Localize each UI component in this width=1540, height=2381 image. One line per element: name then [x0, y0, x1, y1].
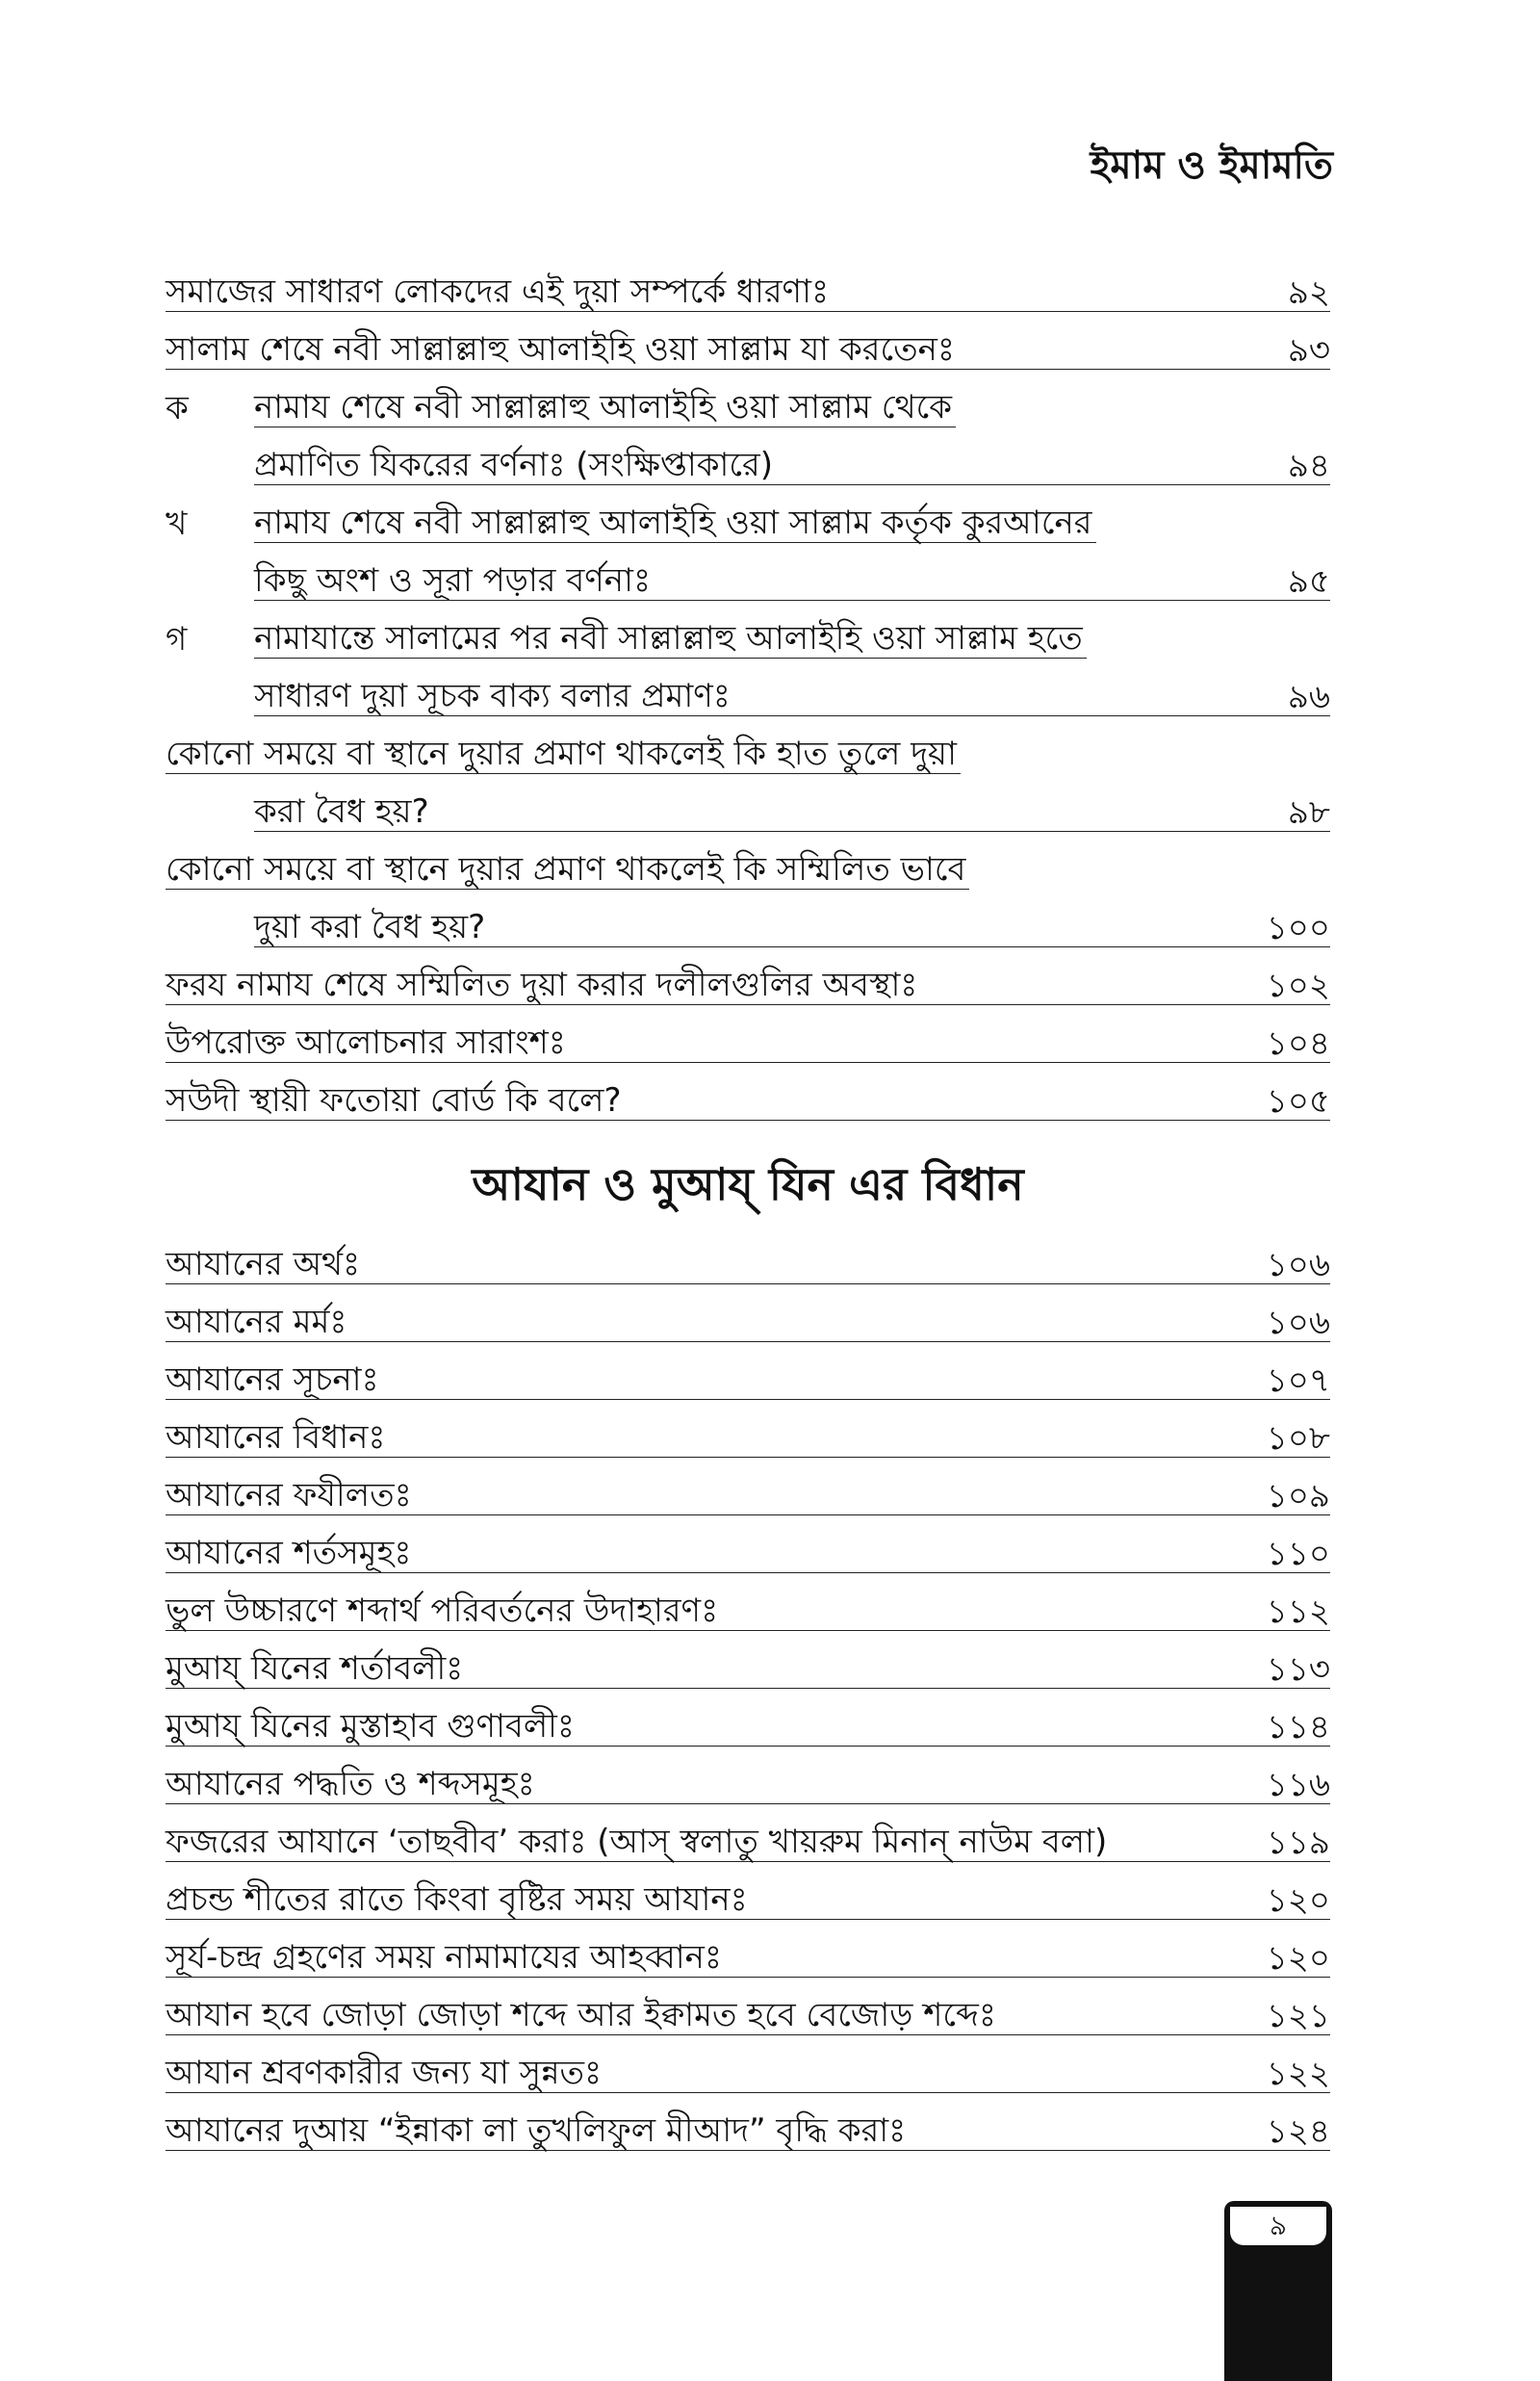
toc-entry-title-line1: কোনো সময়ে বা স্থানে দুয়ার প্রমাণ থাকলেই কি সম্মিলিত ভাবে	[166, 850, 969, 890]
toc-entry-page: ১০৪	[1266, 1024, 1330, 1063]
toc-entry-title: ফজরের আযানে ‘তাছবীব’ করাঃ (আস্ স্বলাতু খায়রুম মিনান্ নাউম বলা)	[166, 1823, 1330, 1862]
toc-entry-page: ১২০	[1266, 1881, 1330, 1920]
toc-entry[interactable]	[166, 2041, 1330, 2099]
toc-entry-page: ১০৭	[1266, 1361, 1330, 1400]
toc-entry[interactable]	[166, 260, 1330, 318]
toc-entry-title-line2: দুয়া করা বৈধ হয়?	[254, 908, 1330, 947]
toc-entry-title-line2: করা বৈধ হয়?	[254, 792, 1330, 832]
toc-entry-title-line1: কোনো সময়ে বা স্থানে দুয়ার প্রমাণ থাকলেই কি হাত তুলে দুয়া	[166, 735, 961, 774]
toc-entry-continuation[interactable]	[166, 895, 1330, 953]
toc-entry-page: ১০৬	[1266, 1304, 1330, 1342]
toc-entry-continuation[interactable]	[166, 549, 1330, 607]
toc-entry[interactable]	[166, 1579, 1330, 1637]
toc-entry[interactable]	[166, 1348, 1330, 1406]
toc-entry-page: ১২০	[1266, 1939, 1330, 1978]
toc-entry-title: আযানের মর্মঃ	[166, 1303, 1330, 1342]
table-of-contents	[166, 260, 1330, 2157]
toc-entry-title: ভুল উচ্চারণে শব্দার্থ পরিবর্তনের উদাহারণঃ	[166, 1592, 1330, 1631]
toc-entry-page: ৯৮	[1287, 793, 1330, 832]
running-title: ইমাম ও ইমামতি	[1090, 143, 1333, 188]
page-number: ৯	[1230, 2207, 1326, 2245]
toc-entry-title: আযানের শর্তসমূহঃ	[166, 1534, 1330, 1573]
toc-entry[interactable]	[166, 318, 1330, 375]
toc-entry-title-line1: নামায শেষে নবী সাল্লাল্লাহু আলাইহি ওয়া সাল্লাম কর্তৃক কুরআনের	[254, 504, 1096, 543]
toc-entry-page: ৯৬	[1287, 678, 1330, 716]
toc-entry-title: সূর্য-চন্দ্র গ্রহণের সময় নামামাযের আহব্বানঃ	[166, 1938, 1330, 1978]
toc-entry[interactable]	[166, 2099, 1330, 2157]
toc-entry-page: ১২৪	[1266, 2112, 1330, 2151]
toc-entry-title: সউদী স্থায়ী ফতোয়া বোর্ড কি বলে?	[166, 1081, 1330, 1121]
toc-entry-page: ১০০	[1266, 909, 1330, 947]
toc-entry[interactable]	[166, 838, 1330, 895]
toc-entry-page: ৯৩	[1287, 331, 1330, 370]
toc-entry-title: সমাজের সাধারণ লোকদের এই দুয়া সম্পর্কে ধারণাঃ	[166, 272, 1330, 312]
toc-entry-page: ১১৪	[1266, 1708, 1330, 1747]
toc-entry[interactable]	[166, 607, 1330, 664]
toc-entry-continuation[interactable]	[166, 780, 1330, 838]
toc-entry-page: ১১৬	[1266, 1766, 1330, 1804]
toc-entry-title: মুআয্ যিনের মুস্তাহাব গুণাবলীঃ	[166, 1707, 1330, 1747]
toc-entry-title: আযানের বিধানঃ	[166, 1418, 1330, 1458]
toc-entry-page: ১১২	[1266, 1592, 1330, 1631]
toc-entry-title-line2: কিছু অংশ ও সূরা পড়ার বর্ণনাঃ	[254, 561, 1330, 601]
toc-entry[interactable]	[166, 1983, 1330, 2041]
toc-entry[interactable]	[166, 375, 1330, 433]
toc-entry-continuation[interactable]	[166, 664, 1330, 722]
toc-entry-title: আযানের সূচনাঃ	[166, 1360, 1330, 1400]
toc-entry-page: ১০২	[1266, 967, 1330, 1005]
toc-entry[interactable]	[166, 1406, 1330, 1463]
toc-entry-title: আযানের পদ্ধতি ও শব্দসমূহঃ	[166, 1765, 1330, 1804]
toc-entry-page: ১০৫	[1266, 1082, 1330, 1121]
toc-entry-title: আযানের ফযীলতঃ	[166, 1476, 1330, 1515]
toc-entry-page: ১১৩	[1266, 1650, 1330, 1689]
toc-entry-title: আযান শ্রবণকারীর জন্য যা সুন্নতঃ	[166, 2054, 1330, 2093]
toc-entry[interactable]	[166, 1521, 1330, 1579]
toc-entry[interactable]	[166, 1463, 1330, 1521]
toc-entry-marker: ক	[166, 389, 189, 427]
toc-entry-marker: খ	[166, 505, 188, 543]
toc-entry[interactable]	[166, 1926, 1330, 1983]
toc-entry[interactable]	[166, 1069, 1330, 1126]
toc-entry[interactable]	[166, 1011, 1330, 1069]
toc-entry[interactable]	[166, 1637, 1330, 1695]
toc-entry-title: আযানের অর্থঃ	[166, 1245, 1330, 1284]
toc-entry-title: উপরোক্ত আলোচনার সারাংশঃ	[166, 1023, 1330, 1063]
toc-entry-page: ১২১	[1266, 1997, 1330, 2035]
toc-entry[interactable]	[166, 491, 1330, 549]
toc-entry-title: ফরয নামায শেষে সম্মিলিত দুয়া করার দলীলগুলির অবস্থাঃ	[166, 966, 1330, 1005]
toc-entry-page: ৯২	[1287, 273, 1330, 312]
toc-entry-title-line1: নামায শেষে নবী সাল্লাল্লাহু আলাইহি ওয়া সাল্লাম থেকে	[254, 388, 956, 427]
toc-entry-page: ১০৬	[1266, 1246, 1330, 1284]
toc-entry-title: সালাম শেষে নবী সাল্লাল্লাহু আলাইহি ওয়া সাল্লাম যা করতেনঃ	[166, 330, 1330, 370]
toc-entry-marker: গ	[166, 620, 188, 659]
toc-entry-title: প্রচন্ড শীতের রাতে কিংবা বৃষ্টির সময় আযানঃ	[166, 1880, 1330, 1920]
toc-entry-page: ১০৮	[1266, 1419, 1330, 1458]
toc-entry-title: মুআয্ যিনের শর্তাবলীঃ	[166, 1649, 1330, 1689]
section-heading: আযান ও মুআয্ যিন এর বিধান	[472, 1158, 1024, 1210]
toc-entry-page: ১১০	[1266, 1535, 1330, 1573]
toc-entry[interactable]	[166, 722, 1330, 780]
toc-entry-page: ৯৫	[1287, 562, 1330, 601]
toc-entry[interactable]	[166, 1868, 1330, 1926]
toc-entry[interactable]	[166, 1752, 1330, 1810]
toc-entry-page: ৯৪	[1287, 447, 1330, 485]
toc-entry-page: ১১৯	[1266, 1824, 1330, 1862]
toc-entry[interactable]	[166, 1290, 1330, 1348]
toc-entry-title-line2: প্রমাণিত যিকরের বর্ণনাঃ (সংক্ষিপ্তাকারে)	[254, 446, 1330, 485]
toc-entry-title: আযান হবে জোড়া জোড়া শব্দে আর ইক্বামত হবে বেজোড় শব্দেঃ	[166, 1996, 1330, 2035]
toc-entry[interactable]	[166, 1232, 1330, 1290]
toc-entry[interactable]	[166, 953, 1330, 1011]
toc-entry[interactable]	[166, 1810, 1330, 1868]
page-number-tab	[1224, 2201, 1332, 2381]
toc-entry[interactable]	[166, 1695, 1330, 1752]
toc-entry-title-line2: সাধারণ দুয়া সূচক বাক্য বলার প্রমাণঃ	[254, 677, 1330, 716]
toc-entry-title-line1: নামাযান্তে সালামের পর নবী সাল্লাল্লাহু আলাইহি ওয়া সাল্লাম হতে	[254, 619, 1087, 659]
toc-entry-page: ১২২	[1266, 2055, 1330, 2093]
toc-entry-title: আযানের দুআয় “ইন্নাকা লা তুখলিফুল মীআদ” বৃদ্ধি করাঃ	[166, 2111, 1330, 2151]
toc-entry-continuation[interactable]	[166, 433, 1330, 491]
toc-entry-page: ১০৯	[1266, 1477, 1330, 1515]
